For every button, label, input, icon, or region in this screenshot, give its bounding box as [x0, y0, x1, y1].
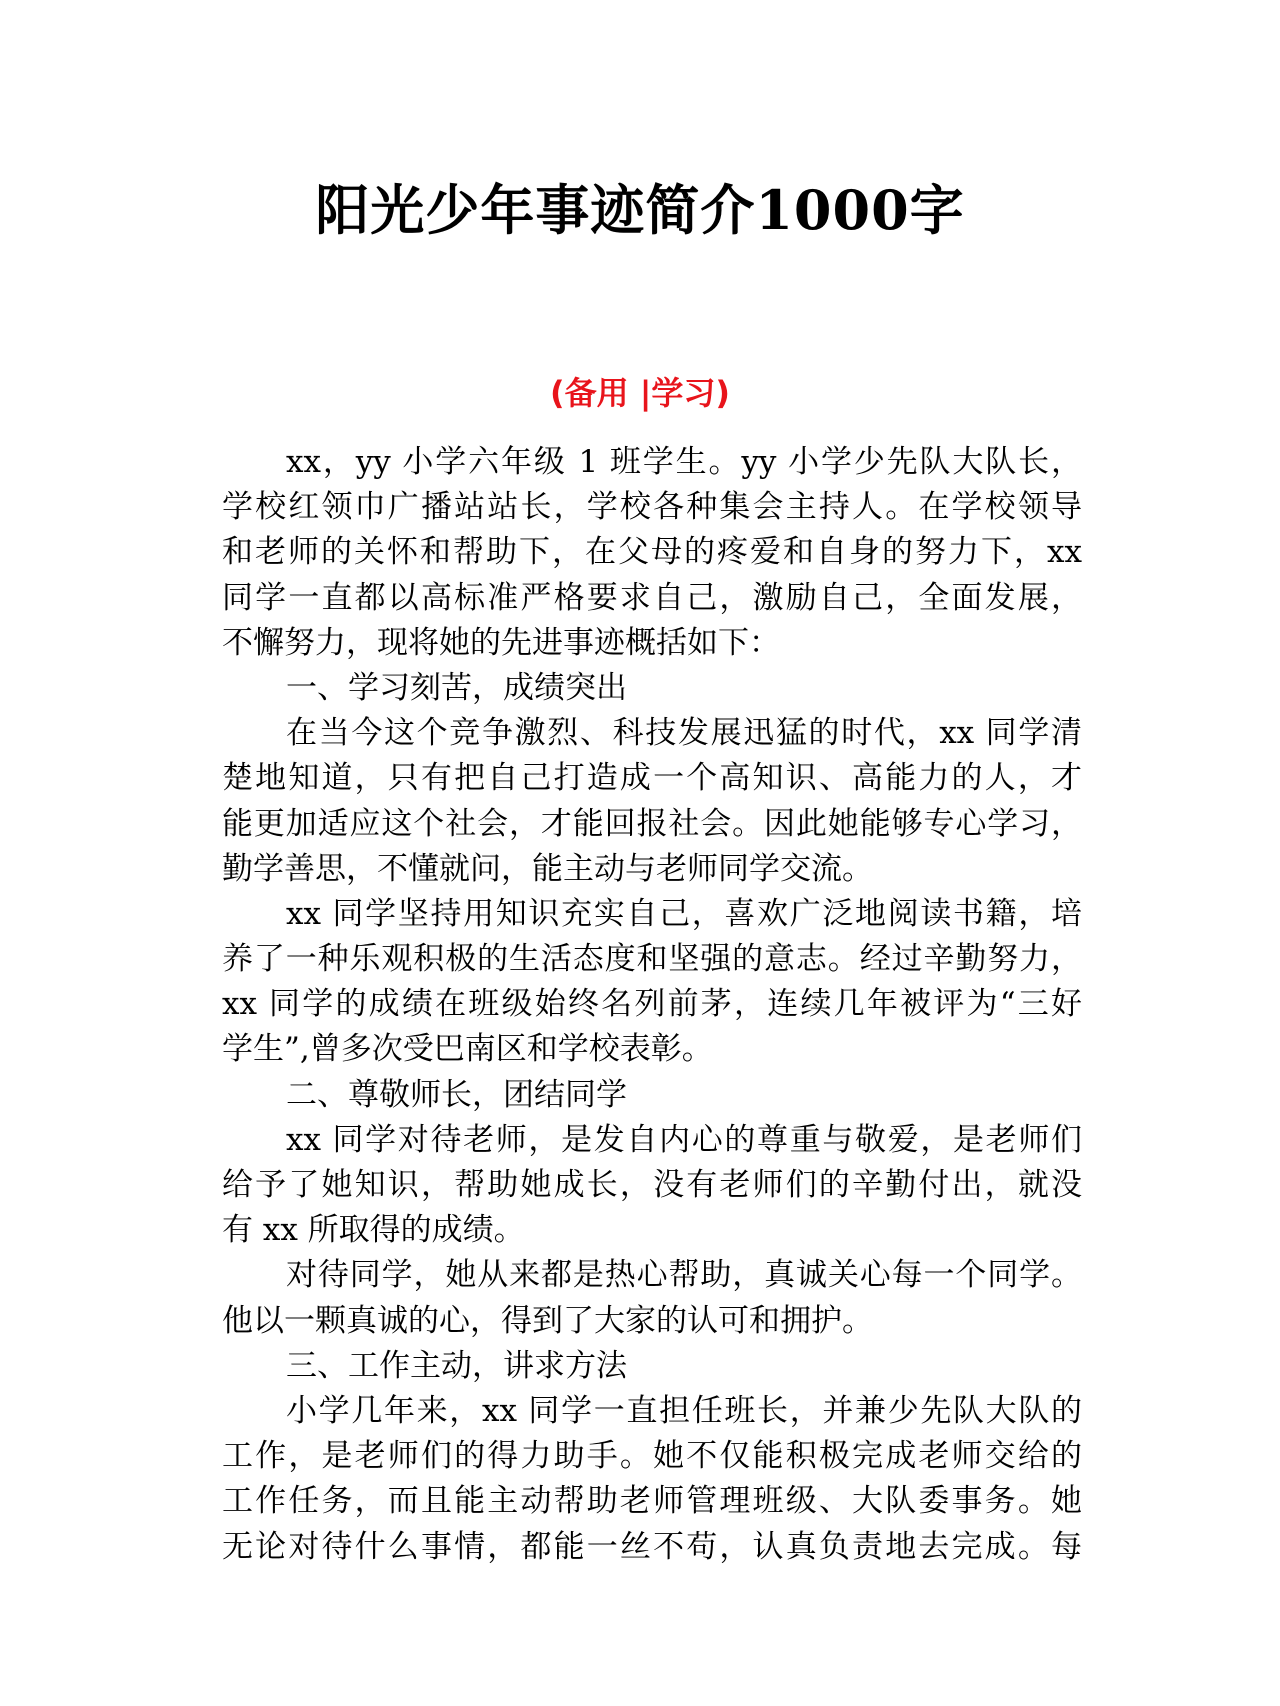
- body-text-line: xx 同学的成绩在班级始终名列前茅，连续几年被评为“三好: [222, 986, 1082, 1023]
- body-text-line: 二、尊敬师长，团结同学: [286, 1076, 627, 1113]
- body-text-line: 能更加适应这个社会，才能回报社会。因此她能够专心学习，: [222, 805, 1082, 842]
- body-text-line: 无论对待什么事情，都能一丝不苟，认真负责地去完成。每: [222, 1528, 1082, 1565]
- body-text-line: xx，yy 小学六年级 1 班学生。yy 小学少先队大队长，: [286, 444, 1082, 480]
- body-text-line: xx 同学对待老师，是发自内心的尊重与敬爱，是老师们: [286, 1121, 1082, 1158]
- body-text-line: 对待同学，她从来都是热心帮助，真诚关心每一个同学。: [286, 1257, 1082, 1294]
- body-text-line: 学校红领巾广播站站长，学校各种集会主持人。在学校领导: [222, 489, 1082, 526]
- body-text-line: 一、学习刻苦，成绩突出: [286, 669, 627, 706]
- body-text-line: 工作，是老师们的得力助手。她不仅能积极完成老师交给的: [222, 1438, 1082, 1475]
- body-text-line: 三、工作主动，讲求方法: [286, 1347, 627, 1384]
- body-text-line: 养了一种乐观积极的生活态度和坚强的意志。经过辛勤努力，: [222, 941, 1082, 978]
- body-text-line: 勤学善思，不懂就问，能主动与老师同学交流。: [222, 850, 873, 887]
- body-text-line: 小学几年来，xx 同学一直担任班长，并兼少先队大队的: [286, 1392, 1082, 1429]
- body-text-line: 同学一直都以高标准严格要求自己，激励自己，全面发展，: [222, 579, 1082, 616]
- body-text-line: 有 xx 所取得的成绩。: [222, 1212, 525, 1249]
- body-text-line: xx 同学坚持用知识充实自己，喜欢广泛地阅读书籍，培: [286, 895, 1082, 932]
- body-text-line: 学生”,曾多次受巴南区和学校表彰。: [222, 1031, 713, 1068]
- body-text-line: 工作任务，而且能主动帮助老师管理班级、大队委事务。她: [222, 1483, 1082, 1520]
- document-body: [222, 440, 1082, 1570]
- body-text-line: 给予了她知识，帮助她成长，没有老师们的辛勤付出，就没: [222, 1167, 1082, 1203]
- body-text-line: 楚地知道，只有把自己打造成一个高知识、高能力的人，才: [222, 760, 1082, 797]
- body-text-line: 不懈努力，现将她的先进事迹概括如下：: [222, 624, 780, 661]
- document-subtitle: (备用 |学习): [549, 374, 731, 412]
- document-title: 阳光少年事迹简介1000字: [315, 178, 965, 242]
- body-text-line: 在当今这个竞争激烈、科技发展迅猛的时代，xx 同学清: [286, 715, 1082, 752]
- body-text-line: 他以一颗真诚的心，得到了大家的认可和拥护。: [222, 1302, 873, 1339]
- body-text-line: 和老师的关怀和帮助下，在父母的疼爱和自身的努力下，xx: [222, 534, 1082, 571]
